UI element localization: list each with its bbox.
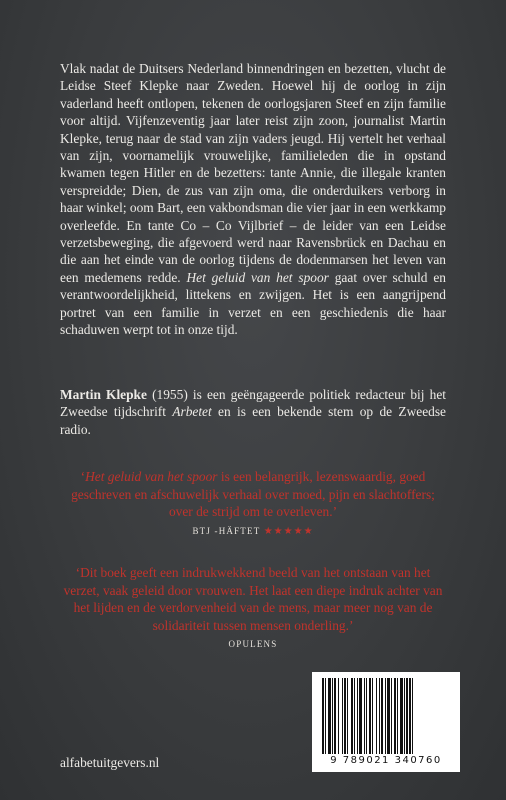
author-bio bbox=[60, 386, 446, 438]
barcode-bar bbox=[381, 678, 383, 754]
barcode-bar bbox=[328, 678, 331, 754]
barcode-bar bbox=[334, 678, 336, 754]
blurb-part-1: Vlak nadat de Duitsers Nederland binnendringen en bezetten, vlucht de Leidse Steef Klepke naar Zweden. Hoewel hij de oorlog in zijn vaderland heeft ontlopen, tekenen de oorlogsjaren Steef en zijn familie voor altijd. Vijfenzeventig jaar later reist zijn zoon, journalist Martin Klepke, terug naar de stad van zijn vaders jeugd. Hij vertelt het verhaal van zijn, voornamelijk vrouwelijke, familieleden die in opstand kwamen tegen Hitler en de bezetters: tante Annie, die illegale kranten verspreidde; Dien, de zus van zijn oma, die onderduikers verborg in haar winkel; oom Bart, een vakbondsman die vier jaar in een werkkamp overleefde. En tante Co – Co Vijlbrief – de leider van een Leidse verzetsbeweging, die afgevoerd werd naar Ravensbrück en Dachau en die aan het einde van de oorlog tijdens de dodenmarsen het leven van een medemens redde. bbox=[60, 61, 446, 285]
author-name: Martin Klepke bbox=[60, 387, 147, 402]
barcode-bar bbox=[391, 678, 392, 754]
quote-1-text: is een belangrijk, lezenswaardig, goed geschreven en afschuwelijk verhaal over moed, pijn en slachtoffers; over de strijd om te overleven.’ bbox=[71, 469, 435, 520]
barcode-bar bbox=[366, 678, 367, 754]
barcode-bar bbox=[394, 678, 396, 754]
blurb-text bbox=[60, 60, 446, 339]
barcode-bars bbox=[320, 678, 452, 754]
rating-stars: ★★★★★ bbox=[263, 525, 314, 537]
quote-1-source: BTJ -HÄFTET bbox=[192, 525, 261, 536]
barcode-bar bbox=[406, 678, 408, 754]
barcode-bar bbox=[357, 678, 358, 754]
review-quote-1 bbox=[60, 468, 446, 539]
bio-part-2: en is een bekende stem op de Zweedse radio. bbox=[60, 404, 446, 437]
blurb-part-2: gaat over schuld en verantwoordelijkheid, littekens en zwijgen. Het is een aangrijpend portret van een familie in verzet en een geschiedenis die haar schaduwen werpt tot in onze tijd. bbox=[60, 269, 446, 338]
quote-2-text: ‘Dit boek geeft een indrukwekkend beeld van het ontstaan van het verzet, vaak geleid door vrouwen. Het laat een diepe indruk achter van het lijden en de verdorvenheid van de mens, maar meer nog van de solidariteit tussen mensen onderling.’ bbox=[63, 565, 443, 633]
barcode-bar bbox=[354, 678, 355, 754]
barcode-bar bbox=[372, 678, 373, 754]
isbn-number: 9 789021 340760 bbox=[330, 755, 442, 766]
barcode-bar bbox=[379, 678, 380, 754]
barcode-bar bbox=[364, 678, 365, 754]
barcode-bar bbox=[332, 678, 333, 754]
isbn-barcode bbox=[312, 672, 460, 772]
barcode-bar bbox=[376, 678, 377, 754]
publisher-url: alfabetuitgevers.nl bbox=[60, 755, 160, 770]
barcode-bar bbox=[322, 678, 324, 754]
barcode-bar bbox=[338, 678, 339, 754]
quote-2-source: OPULENS bbox=[228, 639, 278, 650]
barcode-bar bbox=[412, 678, 413, 754]
barcode-bar bbox=[342, 678, 343, 754]
barcode-bar bbox=[387, 678, 390, 754]
barcode-bar bbox=[400, 678, 403, 754]
quote-1-source-line bbox=[60, 524, 446, 539]
barcode-bar bbox=[359, 678, 362, 754]
barcode-bar bbox=[397, 678, 398, 754]
barcode-bar bbox=[404, 678, 405, 754]
quote-1-open: ‘ bbox=[80, 469, 86, 484]
barcode-bar bbox=[369, 678, 371, 754]
barcode-bar bbox=[325, 678, 326, 754]
bio-part-1: (1955) is een geëngageerde politiek redacteur bij het Zweedse tijdschrift bbox=[60, 387, 446, 420]
review-quote-2 bbox=[60, 564, 446, 651]
barcode-bar bbox=[344, 678, 346, 754]
magazine-name: Arbetet bbox=[172, 404, 212, 420]
quote-1-book-title: Het geluid van het spoor bbox=[85, 469, 218, 484]
barcode-bar bbox=[385, 678, 386, 754]
barcode-bar bbox=[351, 678, 353, 754]
barcode-bar bbox=[409, 678, 411, 754]
blurb-book-title: Het geluid van het spoor bbox=[186, 269, 329, 285]
barcode-bar bbox=[347, 678, 348, 754]
